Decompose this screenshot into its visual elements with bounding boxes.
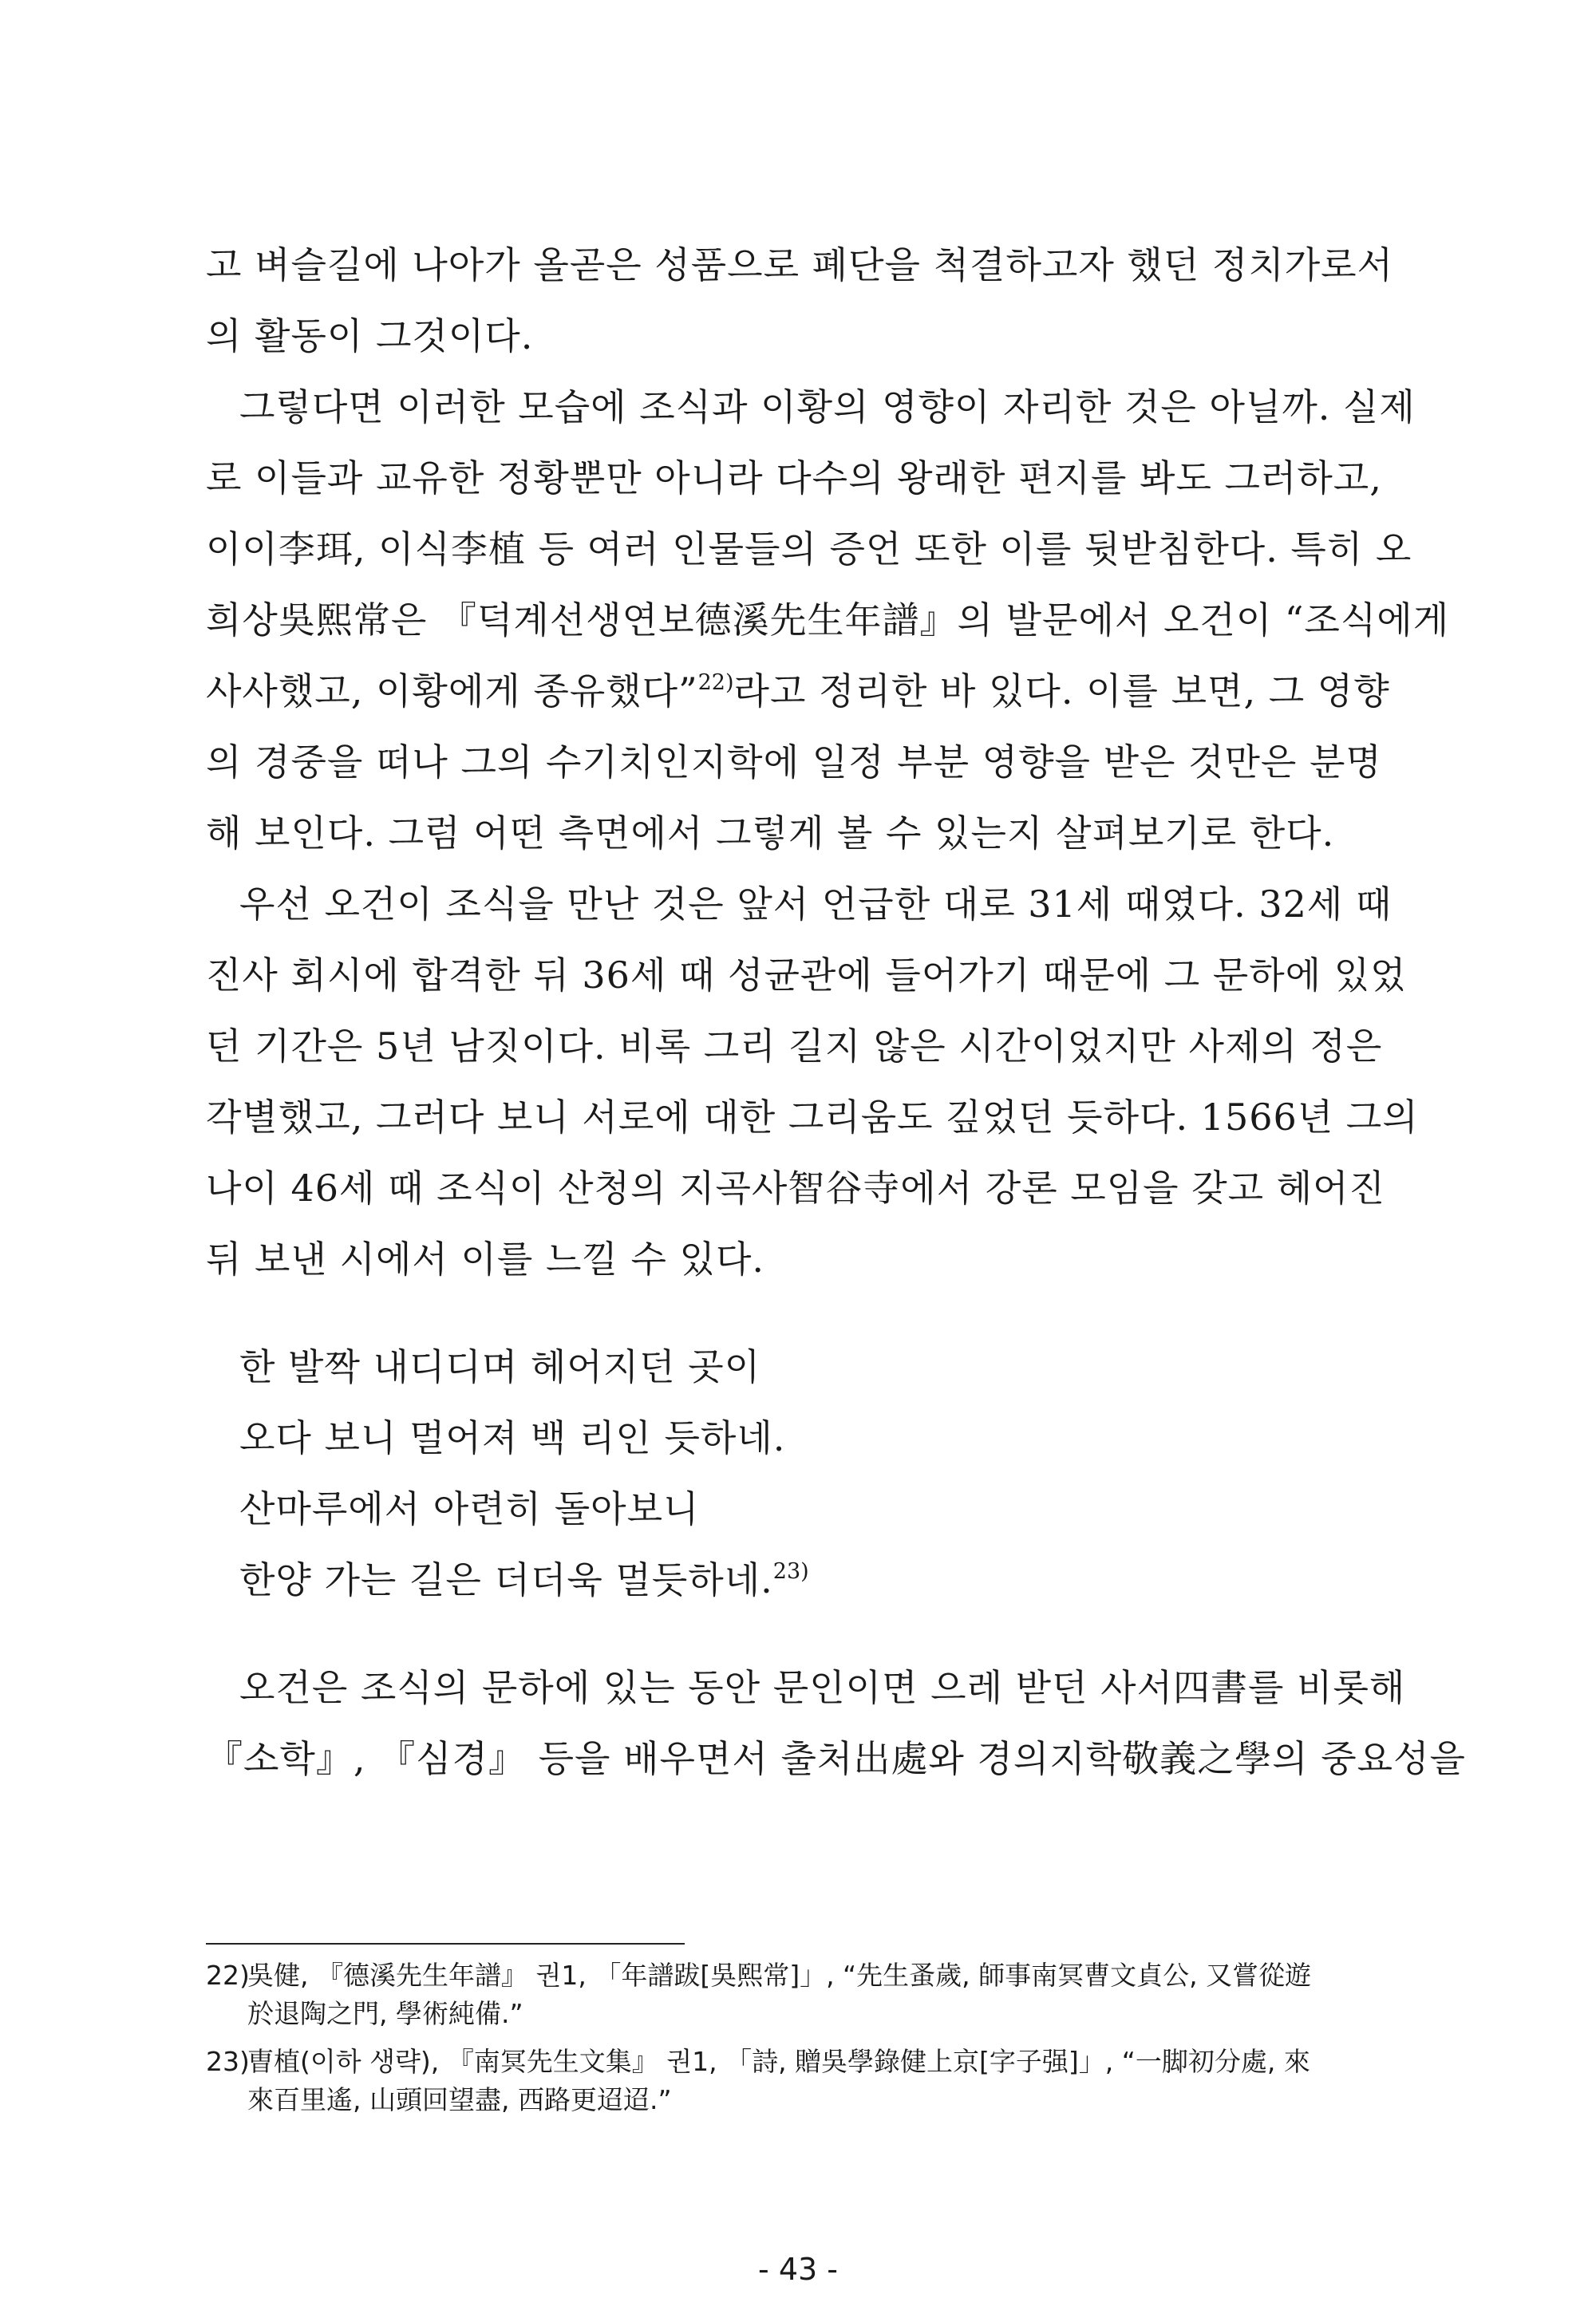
poem-block	[206, 1332, 1475, 1616]
poem-line: 산마루에서 아련히 돌아보니	[239, 1487, 700, 1530]
body-line: 오건은 조식의 문하에 있는 동안 문인이면 으레 받던 사서四書를 비롯해	[239, 1666, 1406, 1709]
body-line: 희상吳熙常은 『덕계선생연보德溪先生年譜』의 발문에서 오건이 “조식에게	[206, 598, 1450, 642]
body-line: 던 기간은 5년 남짓이다. 비록 그리 길지 않은 시간이었지만 사제의 정은	[206, 1025, 1383, 1068]
footnote-23	[206, 2043, 1483, 2119]
body-line: 진사 회시에 합격한 뒤 36세 때 성균관에 들어가기 때문에 그 문하에 있었	[206, 954, 1407, 997]
body-line: 『소학』, 『심경』 등을 배우면서 출처出處와 경의지학敬義之學의 중요성을	[206, 1737, 1466, 1780]
body-line: 의 경중을 떠나 그의 수기치인지학에 일정 부분 영향을 받은 것만은 분명	[206, 740, 1382, 784]
footnote-line: 來百里遙, 山頭回望盡, 西路更迢迢.”	[247, 2084, 672, 2115]
footnote-ref-23[interactable]: 23)	[772, 1559, 809, 1584]
footnote-text: 吳健, 『德溪先生年譜』 권1, 「年譜跋[吳熙常]」, “先生蚤歲, 師事南冥曹文貞公, 又嘗從遊	[247, 1960, 1312, 1991]
poem-line: 오다 보니 멀어져 백 리인 듯하네.	[239, 1416, 786, 1459]
poem-line	[206, 1545, 1475, 1616]
body-text	[206, 230, 1475, 1795]
footnote-ref-22[interactable]: 22)	[697, 670, 734, 695]
poem-line-text: 한양 가는 길은 더더욱 멀듯하네.	[239, 1558, 773, 1601]
body-line: 나이 46세 때 조식이 산청의 지곡사智谷寺에서 강론 모임을 갖고 헤어진	[206, 1167, 1386, 1210]
body-line-part: 사사했고, 이황에게 종유했다”	[206, 669, 698, 713]
footnote-divider	[206, 1943, 685, 1945]
body-line: 해 보인다. 그럼 어떤 측면에서 그렇게 볼 수 있는지 살펴보기로 한다.	[206, 811, 1335, 855]
paragraph-after-poem	[206, 1653, 1475, 1795]
footnote-line	[206, 1957, 1483, 1995]
body-line: 로 이들과 교유한 정황뿐만 아니라 다수의 왕래한 편지를 봐도 그러하고,	[206, 456, 1382, 500]
body-line: 각별했고, 그러다 보니 서로에 대한 그리움도 깊었던 듯하다. 1566년 그의	[206, 1096, 1419, 1139]
footnote-text: 曺植(이하 생략), 『南冥先生文集』 권1, 「詩, 贈吳學錄健上京[字子强]」, “一脚初分處, 來	[247, 2046, 1310, 2077]
body-line: 의 활동이 그것이다.	[206, 314, 534, 357]
footnote-22	[206, 1957, 1483, 2033]
body-line: 뒤 보낸 시에서 이를 느낄 수 있다.	[206, 1238, 765, 1281]
page-number: - 43 -	[758, 2252, 838, 2287]
body-line: 고 벼슬길에 나아가 올곧은 성품으로 폐단을 척결하고자 했던 정치가로서	[206, 243, 1394, 286]
body-line: 그렇다면 이러한 모습에 조식과 이황의 영향이 자리한 것은 아닐까. 실제	[239, 385, 1416, 428]
footnote-number: 23)	[206, 2046, 250, 2077]
body-line	[206, 656, 1475, 727]
footnotes	[206, 1957, 1483, 2129]
footnote-number: 22)	[206, 1960, 250, 1991]
body-line: 이이李珥, 이식李植 등 여러 인물들의 증언 또한 이를 뒷받침한다. 특히 오	[206, 527, 1412, 571]
poem-line: 한 발짝 내디디며 헤어지던 곳이	[239, 1345, 761, 1388]
body-line: 우선 오건이 조식을 만난 것은 앞서 언급한 대로 31세 때였다. 32세 때	[239, 883, 1393, 926]
body-line-part: 라고 정리한 바 있다. 이를 보면, 그 영향	[733, 669, 1390, 713]
footnote-line: 於退陶之門, 學術純備.”	[247, 1998, 523, 2029]
footnote-line	[206, 2043, 1483, 2081]
